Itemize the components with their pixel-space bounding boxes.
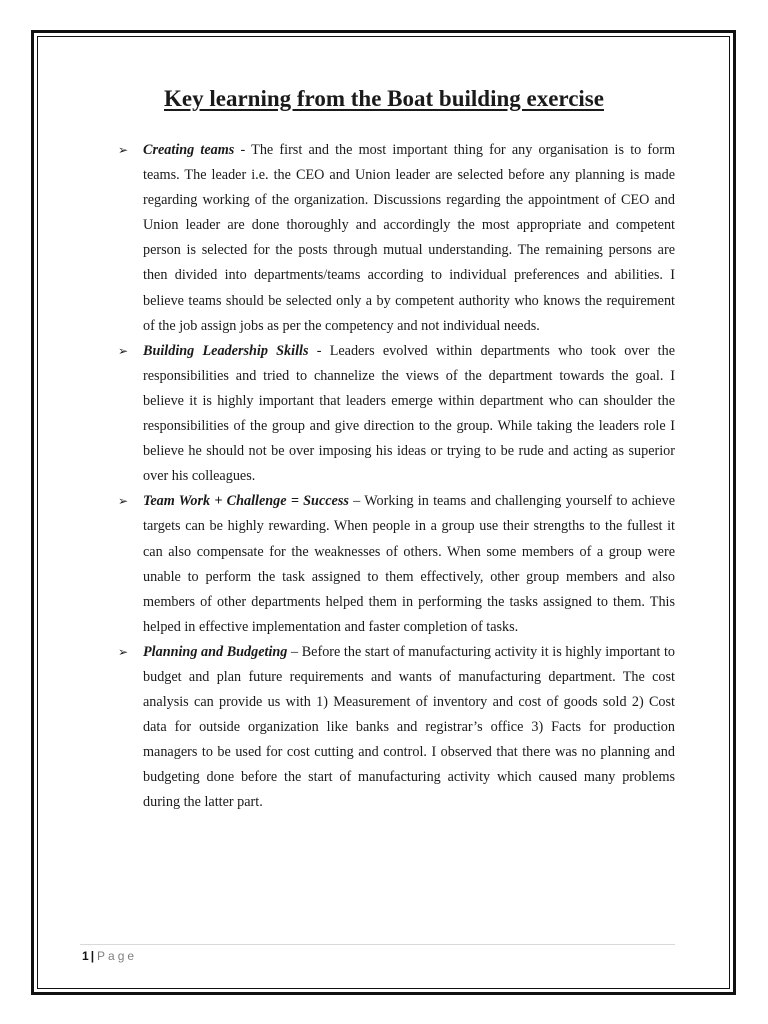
item-text: - The first and the most important thing for any organisation is to form teams. The leader i.e. the CEO and Union leader are selected before any planning is made regarding working of the organization. Discussions regarding the appointment of CEO and Union leader are done thoroughly and accordingly the most appropriate and competent person is selected for the posts through mutual understanding. The remaining persons are then divided into departments/teams according to individual preferences and abilities. I believe teams should be selected only a by competent authority who knows the requirement of the job assign jobs as per the competency and not individual needs. — [143, 142, 675, 334]
document-title: Key learning from the Boat building exercise — [164, 86, 604, 111]
arrow-bullet-icon: ➢ — [118, 494, 129, 509]
footer-rule — [80, 944, 675, 945]
list-item-team-work — [117, 489, 675, 640]
arrow-bullet-icon: ➢ — [118, 143, 129, 157]
footer-separator: | — [90, 949, 95, 963]
list-item-creating-teams — [117, 138, 675, 339]
item-heading: Planning and Budgeting — [143, 643, 288, 660]
item-heading: Building Leadership Skills — [143, 342, 309, 359]
list-item-building-leadership-skills — [117, 339, 675, 490]
page-number: 1 — [82, 949, 89, 963]
item-text: – Working in teams and challenging yourself to achieve targets can be highly rewarding. When people in a group use their strengths to the fullest it can also compensate for the weaknesses of others. When some members of a group were unable to perform the task assigned to them effectively, other group members and also members of other departments helped them in performing the tasks assigned to them. This helped in effective implementation and faster completion of tasks. — [143, 493, 675, 635]
page-label: Page — [97, 949, 138, 963]
item-text: – Before the start of manufacturing activity it is highly important to budget and plan future requirements and wants of manufacturing department. The cost analysis can provide us with 1) Measurement of inventory and cost of goods sold 2) Cost data for outside organization like banks and registrar’s office 3) Facts for production managers to be used for cost cutting and control. I observed that there was no planning and budgeting done before the start of manufacturing activity which caused many problems during the latter part. — [143, 643, 675, 811]
learning-list — [117, 138, 675, 816]
arrow-bullet-icon: ➢ — [118, 343, 129, 358]
item-heading: Team Work + Challenge = Success — [143, 493, 349, 510]
list-item-planning-and-budgeting — [117, 640, 675, 816]
item-heading: Creating teams — [143, 142, 235, 158]
page-footer — [82, 947, 137, 965]
item-text: - Leaders evolved within departments who took over the responsibilities and tried to channelize the views of the department towards the goal. I believe it is highly important that leaders emerge within department who can shoulder the responsibilities of the group and give direction to the group. While taking the leaders role I believe he should not be over imposing his ideas or trying to be rude and acting as superior over his colleagues. — [143, 342, 675, 485]
arrow-bullet-icon: ➢ — [118, 644, 129, 659]
